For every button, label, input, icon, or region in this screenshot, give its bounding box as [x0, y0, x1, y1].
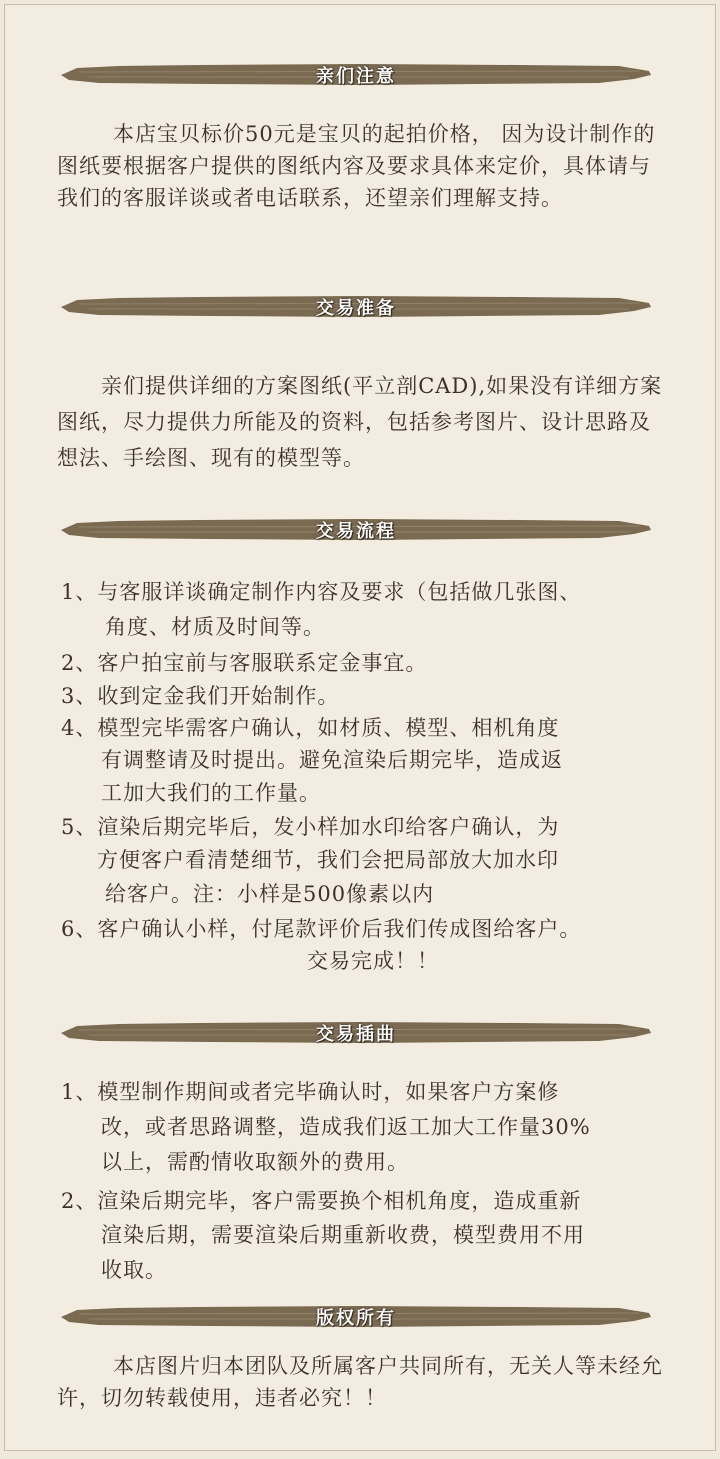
banner-prepare [59, 289, 653, 323]
process-line: 有调整请及时提出。避免渲染后期完毕，造成返 [101, 748, 563, 772]
process-line: 3、收到定金我们开始制作。 [61, 684, 340, 708]
episode-line: 以上，需酌情收取额外的费用。 [101, 1150, 409, 1174]
process-line: 交易完成！！ [307, 949, 439, 973]
episode-line: 收取。 [101, 1258, 167, 1282]
episode-line: 渲染后期，需要渲染后期重新收费，模型费用不用 [101, 1223, 585, 1247]
process-line: 角度、材质及时间等。 [105, 615, 325, 639]
banner-title: 交易准备 [316, 298, 396, 319]
banner-title: 交易插曲 [316, 1024, 396, 1045]
process-line: 1、与客服详谈确定制作内容及要求（包括做几张图、 [61, 580, 582, 604]
process-line: 工加大我们的工作量。 [101, 781, 321, 805]
banner-process [59, 512, 653, 546]
process-line: 4、模型完毕需客户确认，如材质、模型、相机角度 [61, 716, 560, 740]
process-line: 6、客户确认小样，付尾款评价后我们传成图给客户。 [61, 917, 582, 941]
banner-title: 亲们注意 [316, 66, 396, 87]
notice-paragraph: 本店宝贝标价50元是宝贝的起拍价格， 因为设计制作的图纸要根据客户提供的图纸内容及要求具体来定价，具体请与我们的客服详谈或者电话联系，还望亲们理解支持。 [57, 122, 656, 210]
copyright-paragraph: 本店图片归本团队及所属客户共同所有，无关人等未经允许，切勿转载使用，违者必究！！ [57, 1354, 663, 1410]
episode-line: 1、模型制作期间或者完毕确认时，如果客户方案修 [61, 1080, 560, 1104]
episode-line: 2、渲染后期完毕，客户需要换个相机角度，造成重新 [61, 1189, 582, 1213]
process-line: 方便客户看清楚细节，我们会把局部放大加水印 [97, 848, 559, 872]
process-line: 给客户。注：小样是500像素以内 [105, 882, 435, 906]
info-page [4, 4, 716, 1451]
episode-line: 改，或者思路调整，造成我们返工加大工作量30% [101, 1115, 591, 1139]
banner-episode [59, 1015, 653, 1049]
banner-title: 交易流程 [316, 521, 396, 542]
process-line: 2、客户拍宝前与客服联系定金事宜。 [61, 651, 428, 675]
banner-notice [59, 57, 653, 91]
prepare-paragraph: 亲们提供详细的方案图纸(平立剖CAD),如果没有详细方案图纸，尽力提供力所能及的资料，包括参考图片、设计思路及想法、手绘图、现有的模型等。 [57, 374, 663, 470]
banner-copyright [59, 1299, 653, 1333]
process-line: 5、渲染后期完毕后，发小样加水印给客户确认，为 [61, 815, 560, 839]
banner-title: 版权所有 [316, 1308, 396, 1329]
